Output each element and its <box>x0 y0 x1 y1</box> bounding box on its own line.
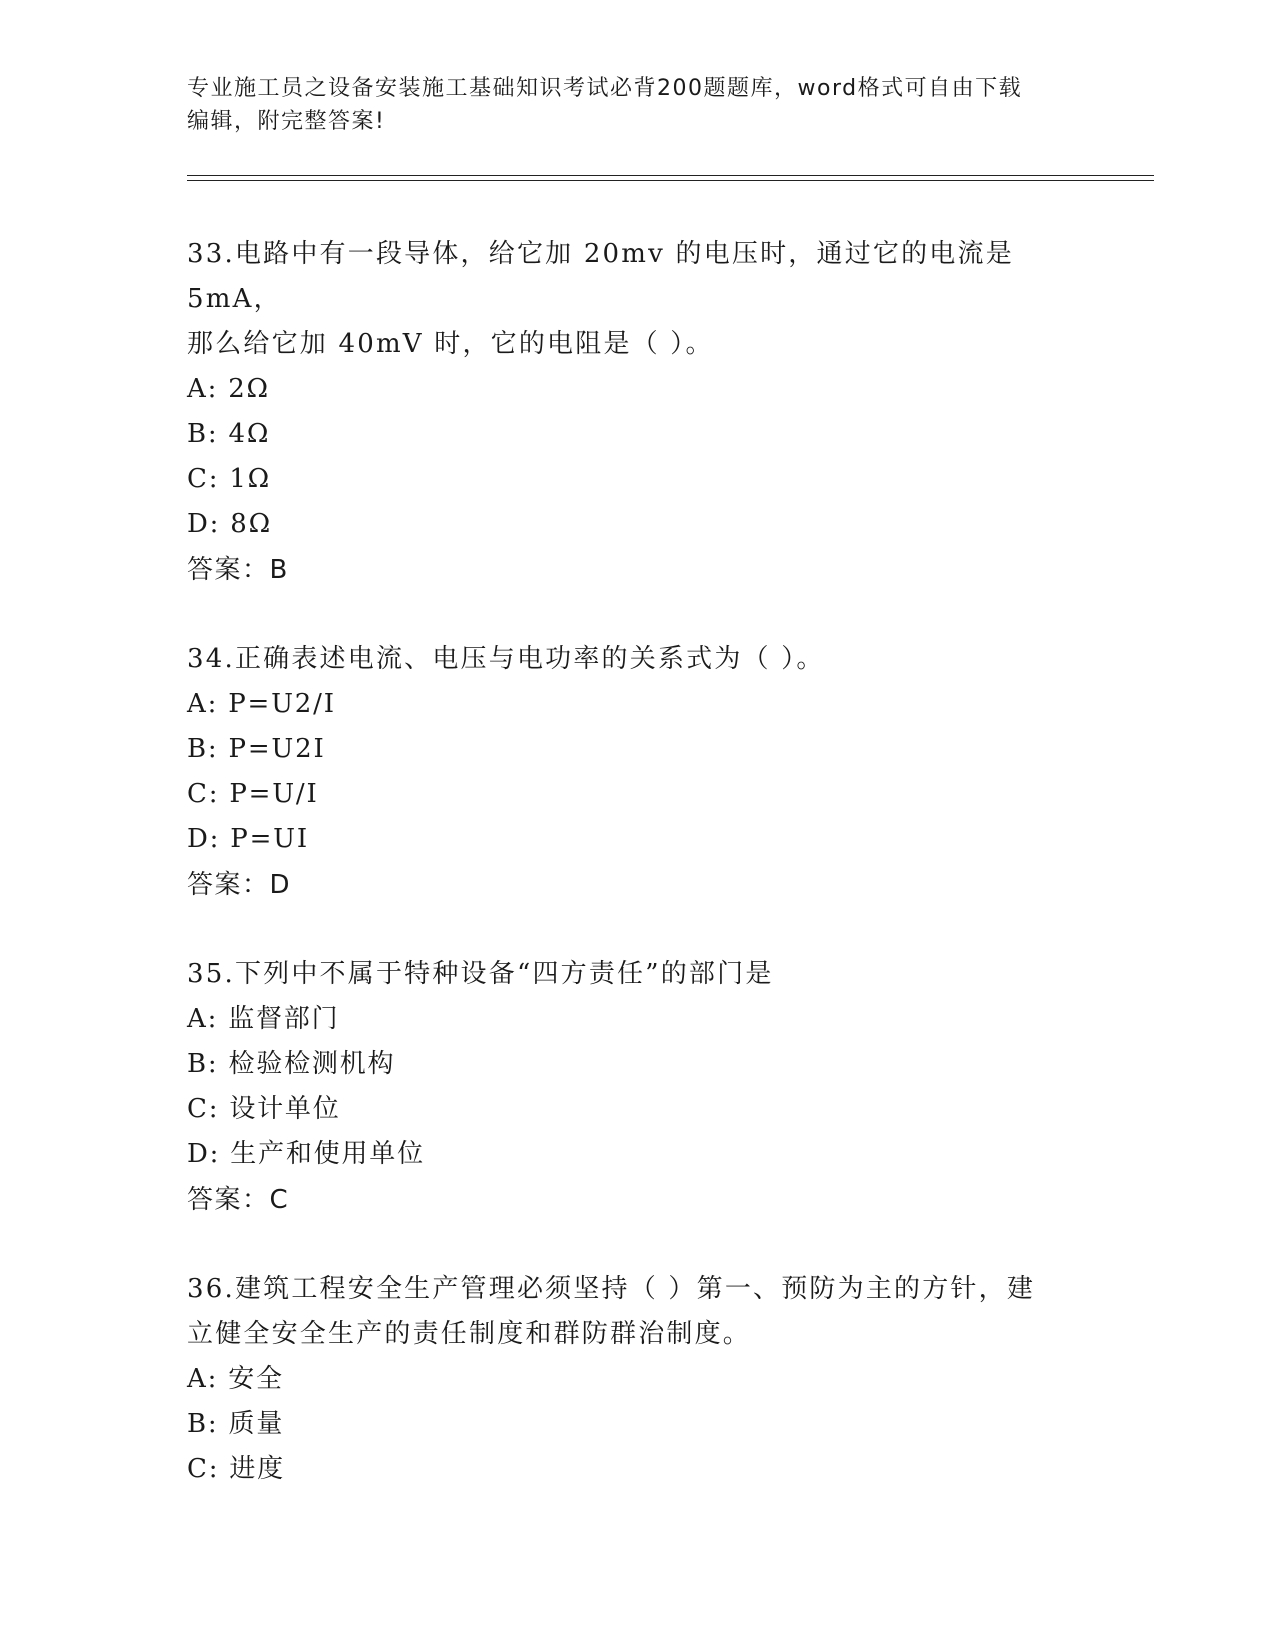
option-c: C: P=U/I <box>187 779 319 809</box>
option-b: B: P=U2I <box>187 734 326 764</box>
answer: 答案：B <box>187 555 289 585</box>
option-d: D: P=UI <box>187 824 309 854</box>
answer: 答案：D <box>187 870 292 900</box>
header-line-1: 专业施工员之设备安装施工基础知识考试必背200题题库，word格式可自由下载 <box>187 76 1023 101</box>
question-stem-line: 那么给它加 40mV 时，它的电阻是（ ）。 <box>187 329 714 359</box>
question-33 <box>187 232 1087 593</box>
question-stem-line: 35.下列中不属于特种设备“四方责任”的部门是 <box>187 959 774 989</box>
header-divider-top <box>187 175 1154 176</box>
option-d: D: 8Ω <box>187 509 272 539</box>
question-34 <box>187 637 1087 908</box>
question-stem-line: 立健全安全生产的责任制度和群防群治制度。 <box>187 1319 752 1349</box>
answer: 答案：C <box>187 1185 290 1215</box>
question-stem-line: 34.正确表述电流、电压与电功率的关系式为（ ）。 <box>187 644 825 674</box>
question-list <box>187 232 1087 1536</box>
question-stem-line: 36.建筑工程安全生产管理必须坚持（ ）第一、预防为主的方针，建 <box>187 1274 1036 1304</box>
option-b: B: 检验检测机构 <box>187 1049 396 1079</box>
option-b: B: 4Ω <box>187 419 271 449</box>
option-b: B: 质量 <box>187 1409 285 1439</box>
header-divider-bottom <box>187 180 1154 181</box>
option-c: C: 1Ω <box>187 464 272 494</box>
header-line-2: 编辑，附完整答案! <box>187 109 386 134</box>
option-d: D: 生产和使用单位 <box>187 1139 425 1169</box>
question-36 <box>187 1267 1087 1492</box>
option-a: A: 监督部门 <box>187 1004 340 1034</box>
option-c: C: 设计单位 <box>187 1094 341 1124</box>
document-header <box>187 72 1087 138</box>
option-a: A: 2Ω <box>187 374 270 404</box>
option-a: A: 安全 <box>187 1364 284 1394</box>
question-stem-line: 33.电路中有一段导体，给它加 20mv 的电压时，通过它的电流是 5mA， <box>187 239 1014 314</box>
option-a: A: P=U2/I <box>187 689 336 719</box>
option-c: C: 进度 <box>187 1454 285 1484</box>
question-35 <box>187 952 1087 1223</box>
